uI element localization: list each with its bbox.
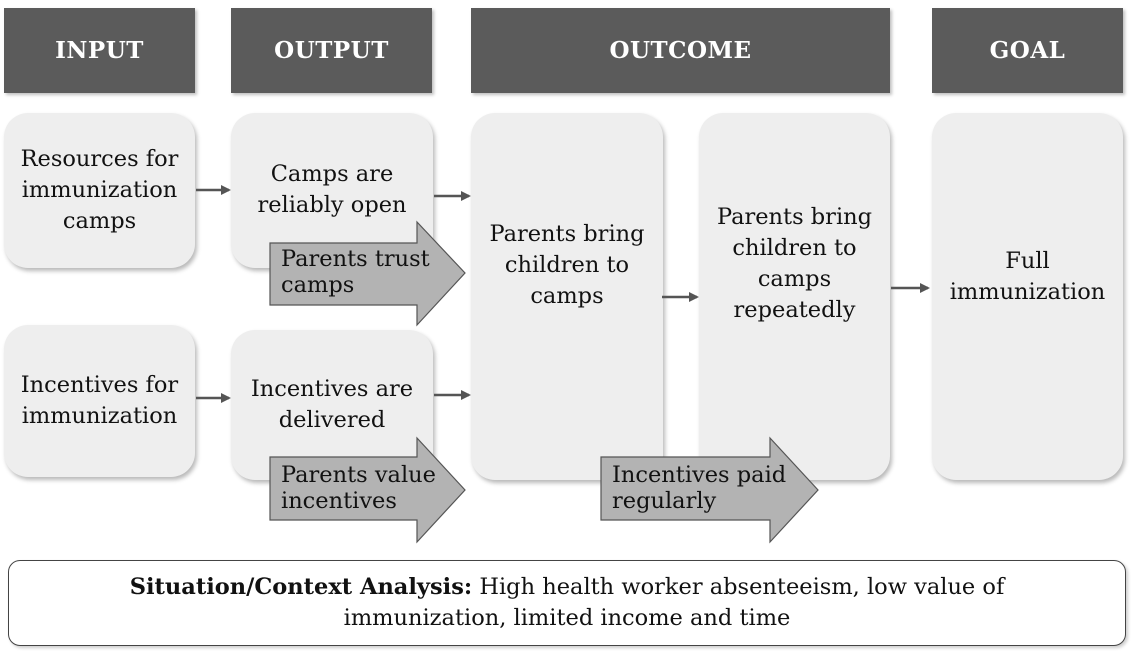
box-bring-repeatedly-label: Parents bring children to camps repeatedly [716,203,873,323]
context-analysis-box [8,560,1126,646]
box-incentives-input-label: Incentives for immunization [20,372,179,429]
context-analysis-label: Situation/Context Analysis: [129,574,473,600]
header-outcome: OUTCOME [471,8,890,93]
header-output: OUTPUT [231,8,432,93]
header-goal: GOAL [932,8,1123,93]
box-full-immunization-label: Full immunization [949,247,1106,305]
box-incentives-delivered-label: Incentives are delivered [250,376,414,433]
box-bring-children-label: Parents bring children to camps [489,221,645,309]
header-input: INPUT [4,8,195,93]
assumption-value-incentives-text: Parents value incentives [281,462,436,514]
context-analysis-text [49,572,1085,634]
assumption-paid-regularly-text: Incentives paid regularly [612,462,787,514]
box-resources-label: Resources for immunization camps [20,146,179,234]
context-analysis-body: High health worker absenteeism, low value of immunization, limited income and time [343,574,1005,631]
assumption-trust-camps-text: Parents trust camps [281,246,430,298]
box-camps-open-label: Camps are reliably open [257,161,407,218]
